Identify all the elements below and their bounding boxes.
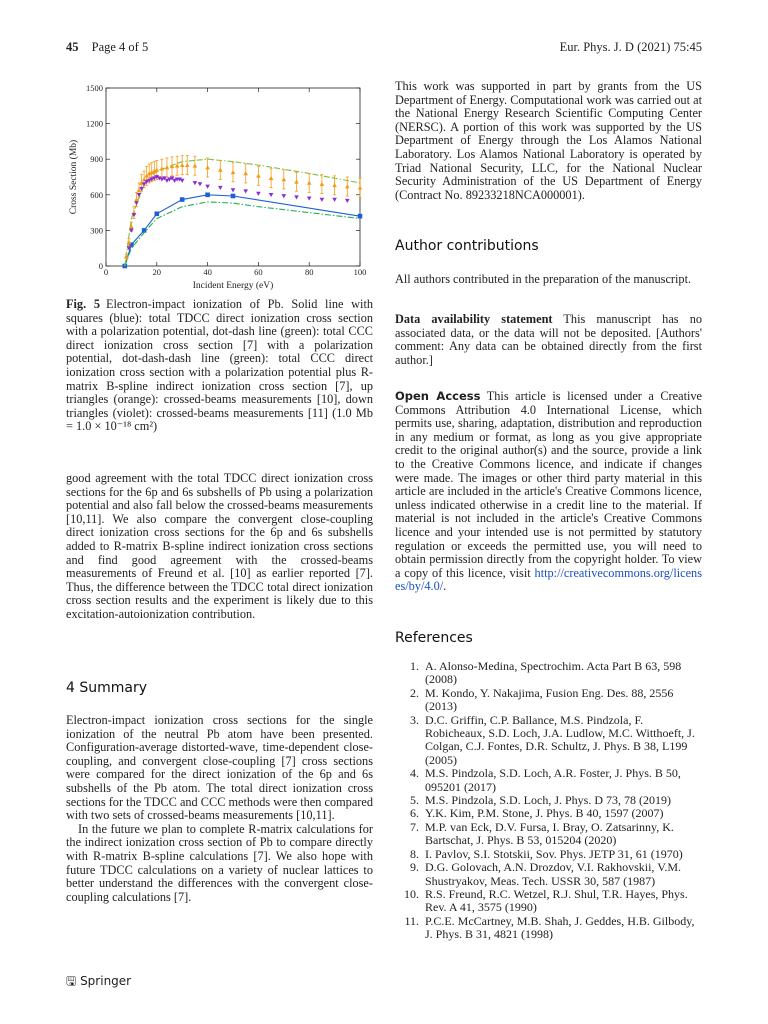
data-point-up-triangle xyxy=(243,171,248,175)
y-axis-label: Cross Section (Mb) xyxy=(69,139,79,215)
y-tick-label: 900 xyxy=(90,154,103,165)
x-tick-label: 0 xyxy=(103,267,109,277)
x-tick-label: 60 xyxy=(254,267,263,277)
data-point-down-triangle xyxy=(269,193,274,197)
data-point-up-triangle xyxy=(307,181,312,185)
data-point-down-triangle xyxy=(180,179,185,183)
data-point-square xyxy=(205,193,210,198)
reference-number: 2. xyxy=(410,685,419,700)
reference-text: M. Kondo, Y. Nakajima, Fusion Eng. Des. 88, 2556 (2013) xyxy=(425,685,674,714)
data-point-up-triangle xyxy=(282,177,287,181)
journal-citation: Eur. Phys. J. D (2021) 75:45 xyxy=(559,40,702,54)
summary-paragraph-1: Electron-impact ionization cross sections for the single ionization of the neutral Pb atom have been presented. Configuration-average distorted-wave, time-dependent close-coupling, and convergent close-coupling [7] cross sections were compared for the direct ionization of the 6p and 6s subshells of the Pb atom. The total direct ionization cross sections for the TDCC and CCC methods were then compared with two sets of crossed-beams measurements [10,11]. xyxy=(66,713,373,823)
reference-text: D.G. Golovach, A.N. Drozdov, V.I. Rakhovskii, V.M. Shustryakov, Meas. Tech. USSR 30, 587 (1987) xyxy=(425,860,682,888)
data-availability-label: Data availability statement xyxy=(395,312,553,326)
reference-item xyxy=(395,767,702,794)
data-point-up-triangle xyxy=(320,182,325,186)
data-point-up-triangle xyxy=(231,170,236,174)
section-heading-author-contributions: Author contributions xyxy=(395,238,539,254)
running-header-left xyxy=(66,40,148,55)
reference-text: Y.K. Kim, P.M. Stone, J. Phys. B 40, 1597 (2007) xyxy=(425,806,664,821)
data-point-down-triangle xyxy=(307,197,312,201)
data-point-up-triangle xyxy=(294,179,299,183)
data-point-square xyxy=(358,214,363,219)
data-point-up-triangle xyxy=(345,184,350,188)
reference-item xyxy=(395,807,702,820)
reference-item xyxy=(395,915,702,942)
springer-logo-icon: 🖫 xyxy=(66,974,77,988)
x-tick-label: 100 xyxy=(353,267,367,277)
reference-item xyxy=(395,888,702,915)
y-tick-label: 0 xyxy=(98,261,103,271)
summary-section xyxy=(66,714,373,904)
data-point-down-triangle xyxy=(345,199,350,203)
y-tick-label: 1200 xyxy=(86,118,103,129)
reference-number: 11. xyxy=(404,913,419,928)
data-point-down-triangle xyxy=(282,194,287,198)
x-axis-label: Incident Energy (eV) xyxy=(192,281,274,291)
data-point-up-triangle xyxy=(269,176,274,180)
page-number: 45 xyxy=(66,40,79,54)
section-heading-references: References xyxy=(395,630,473,646)
cross-section-chart xyxy=(64,78,376,300)
figure-label: Fig. 5 xyxy=(66,297,100,311)
reference-text: P.C.E. McCartney, M.B. Shah, J. Geddes, H.B. Gilbody, J. Phys. B 31, 4821 (1998) xyxy=(425,913,695,942)
data-point-up-triangle xyxy=(218,168,223,172)
data-point-down-triangle xyxy=(137,193,142,197)
reference-text: R.S. Freund, R.C. Wetzel, R.J. Shul, T.R. Hayes, Phys. Rev. A 41, 3575 (1990) xyxy=(425,886,688,915)
y-tick-label: 300 xyxy=(90,225,103,236)
reference-item xyxy=(395,660,702,687)
summary-paragraph-2: In the future we plan to complete R-matrix calculations for the indirect ionization cross section of Pb to compare directly with R-matrix B-spline calculations [7]. We also hope with future TDCC calculations on a variety of nuclear lattices to better understand the differences with the convergent close-coupling calculations [7]. xyxy=(66,821,373,904)
data-point-up-triangle xyxy=(127,240,132,244)
figure-caption xyxy=(66,298,373,434)
reference-number: 5. xyxy=(410,793,419,808)
data-point-up-triangle xyxy=(180,163,185,167)
reference-item xyxy=(395,821,702,848)
data-availability xyxy=(395,313,702,367)
reference-item xyxy=(395,794,702,807)
reference-text: I. Pavlov, S.I. Stotskii, Sov. Phys. JETP 31, 61 (1970) xyxy=(425,846,683,861)
series-line xyxy=(125,159,360,266)
reference-number: 1. xyxy=(410,659,419,673)
open-access-label: Open Access xyxy=(395,389,481,403)
data-point-down-triangle xyxy=(198,182,203,186)
page-of: Page 4 of 5 xyxy=(91,40,149,54)
data-point-up-triangle xyxy=(332,183,337,187)
data-point-up-triangle xyxy=(165,165,170,169)
reference-number: 8. xyxy=(410,846,419,861)
data-point-up-triangle xyxy=(358,185,363,189)
data-point-up-triangle xyxy=(256,174,261,178)
data-point-square xyxy=(155,211,160,216)
open-access-statement: Open Access This article is licensed under a Creative Commons Attribution 4.0 International License, which permits use, sharing, adaptation, distribution and reproduction in any medium or format, as long as you give appropriate credit to the original author(s) and the source, provide a link to the Creative Commons licence, and indicate if changes were made. The images or other third party material in this article are included in the article's Creative Commons licence, unless indicated otherwise in a credit line to the material. If material is not included in the article's Creative Commons licence and your intended use is not permitted by statutory regulation or exceeds the permitted use, you will need to obtain permission directly from the copyright holder. To view a copy of this licence, visit http://creativecommons.org/licenses/by/4.0/. xyxy=(395,389,703,594)
data-point-square xyxy=(180,197,185,202)
data-point-up-triangle xyxy=(205,165,210,169)
x-tick-label: 20 xyxy=(152,267,162,277)
body-paragraph: good agreement with the total TDCC direct ionization cross sections for the 6p and 6s subshells of Pb using a polarization potential and also fall below the crossed-beams measurements [10,11]. We also compare the convergent close-coupling direct ionization cross sections for the 6p and 6s subshells added to R-matrix B-spline indirect ionization cross sections and find good agreement with the crossed-beams measurements of Freund et al. [10] as earlier reported [7]. Thus, the difference between the TDCC total direct ionization cross section results and the experiment is likely due to this excitation-autoionization contribution. xyxy=(66,471,373,621)
y-tick-label: 1500 xyxy=(86,83,103,93)
reference-number: 9. xyxy=(410,860,419,875)
acknowledgement: This work was supported in part by grants from the US Department of Energy. Computational work was carried out at the National Energy Research Scientific Computing Center (NERSC). A portion of this work was supported by the US Department of Energy through the Los Alamos National Laboratory. Los Alamos National Laboratory is operated by Triad National Security, LLC, for the National Nuclear Security Administration of the US Department of Energy (Contract No. 89233218NCA000001). xyxy=(395,79,702,202)
publisher-name: Springer xyxy=(80,974,132,988)
data-point-square xyxy=(231,194,236,199)
data-point-down-triangle xyxy=(243,189,248,193)
section-heading-summary: 4 Summary xyxy=(66,680,148,696)
data-point-down-triangle xyxy=(320,198,325,202)
licence-link[interactable]: http://creativecommons.org/licenses/by/4.0/ xyxy=(395,565,702,594)
author-contributions-text: All authors contributed in the preparation of the manuscript. xyxy=(395,272,692,286)
reference-number: 10. xyxy=(404,886,419,901)
data-point-down-triangle xyxy=(218,186,223,190)
data-point-up-triangle xyxy=(193,163,198,167)
reference-list xyxy=(395,660,702,942)
data-point-down-triangle xyxy=(256,192,261,196)
data-point-down-triangle xyxy=(294,195,299,199)
data-availability-text: This manuscript has no associated data, or the data will not be deposited. [Authors' comment: Any data can be obtained directly from the first author.] xyxy=(395,312,702,367)
reference-text: D.C. Griffin, C.P. Ballance, M.S. Pindzola, F. Robicheaux, S.D. Loch, J.A. Ludlow, M.C. Witthoeft, J. Colgan, C.J. Fontes, D.R. Schultz, J. Phys. B 38, L199 (2005) xyxy=(425,712,695,767)
publisher-footer xyxy=(66,972,131,993)
reference-item xyxy=(395,848,702,861)
data-point-up-triangle xyxy=(155,168,160,172)
x-tick-label: 80 xyxy=(304,267,314,277)
data-point-down-triangle xyxy=(231,188,236,192)
reference-number: 4. xyxy=(410,766,419,781)
reference-text: M.P. van Eck, D.V. Fursa, I. Bray, O. Zatsarinny, K. Bartschat, J. Phys. B 53, 015204 (2020) xyxy=(425,819,674,848)
data-point-down-triangle xyxy=(332,198,337,202)
data-point-down-triangle xyxy=(134,201,139,205)
data-point-down-triangle xyxy=(205,185,210,189)
data-point-down-triangle xyxy=(193,181,198,185)
reference-text: A. Alonso-Medina, Spectrochim. Acta Part B 63, 598 (2008) xyxy=(425,659,682,687)
reference-text: M.S. Pindzola, S.D. Loch, J. Phys. D 73, 78 (2019) xyxy=(425,793,672,808)
open-access-text: This article is licensed under a Creative Commons Attribution 4.0 International License, which permits use, sharing, adaptation, distribution and reproduction in any medium or format, as long as you give appropriate credit to the original author(s) and the source, provide a link to the Creative Commons licence, and indicate if changes were made. The images or other third party material in this article are included in the article's Creative Commons licence, unless indicated otherwise in a credit line to the material. If material is not included in the article's Creative Commons licence and your intended use is not permitted by statutory regulation or exceeds the permitted use, you will need to obtain permission directly from the copyright holder. To view a copy of this licence, visit xyxy=(395,389,703,580)
y-tick-label: 600 xyxy=(90,189,103,200)
reference-item xyxy=(395,714,702,768)
reference-number: 6. xyxy=(410,806,419,821)
reference-number: 7. xyxy=(410,819,419,834)
reference-item xyxy=(395,861,702,888)
reference-number: 3. xyxy=(410,712,419,727)
figure-caption-text: Electron-impact ionization of Pb. Solid line with squares (blue): total TDCC direct ionization cross section with a polarization potential, dot-dash line (green): total CCC direct ionization cross section [7] with a polarization potential, dot-dash-dash line (green): total CCC direct ionization cross section with a polarization potential plus R-matrix B-spline indirect ionization cross section [7], up triangles (orange): crossed-beams measurements [10], down triangles (violet): crossed-beams measurements [11] (1.0 Mb = 1.0 × 10⁻¹⁸ cm²) xyxy=(66,297,374,434)
reference-text: M.S. Pindzola, S.D. Loch, A.R. Foster, J. Phys. B 50, 095201 (2017) xyxy=(425,766,681,794)
x-tick-label: 40 xyxy=(203,267,212,277)
reference-item xyxy=(395,687,702,714)
data-point-up-triangle xyxy=(185,163,190,167)
series-line xyxy=(125,195,360,266)
